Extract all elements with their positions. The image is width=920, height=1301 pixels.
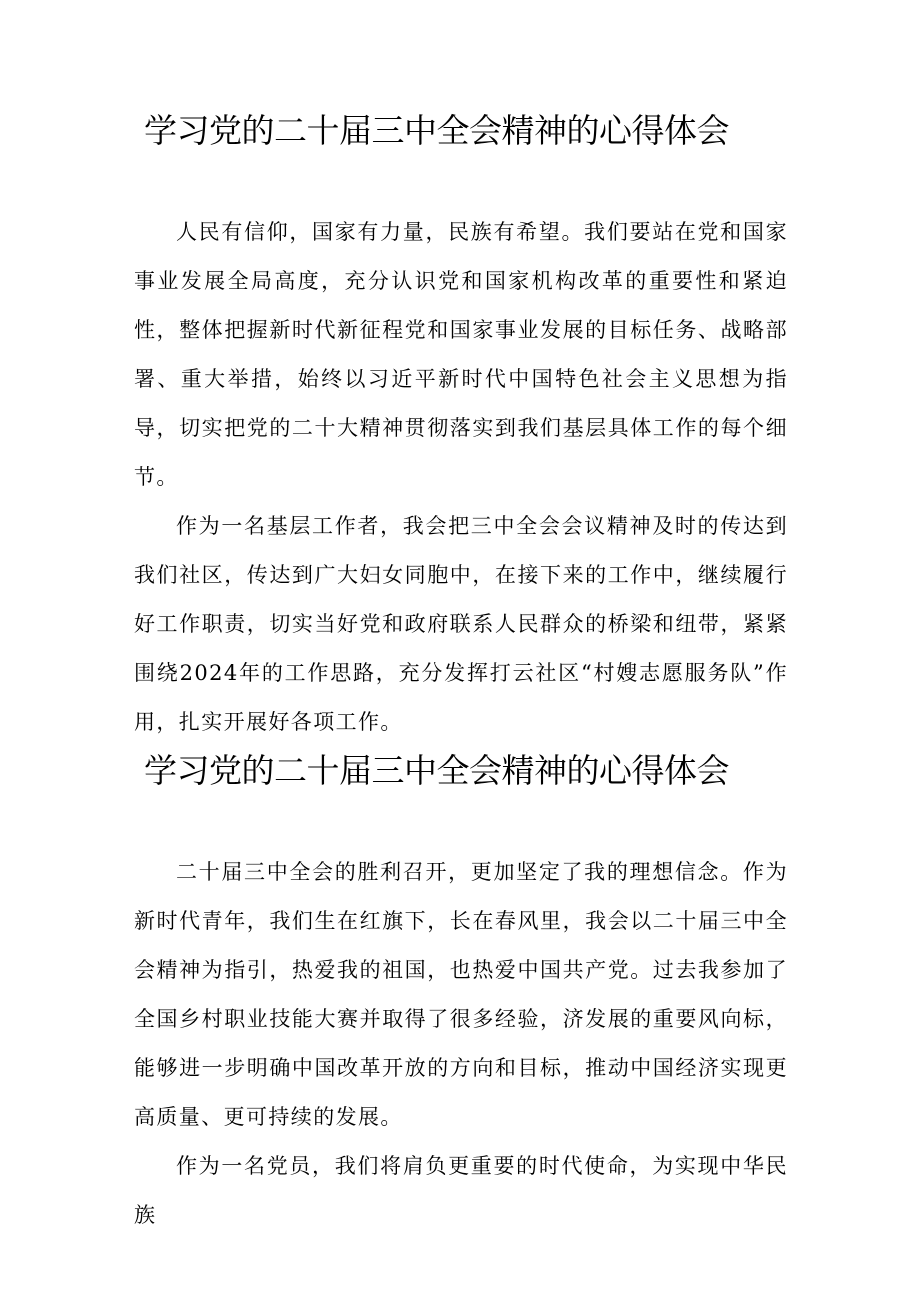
article-2-body — [134, 848, 788, 1240]
article-2-title: 学习党的二十届三中全会精神的心得体会 — [144, 751, 729, 790]
article-1-paragraph-2: 作为一名基层工作者，我会把三中全会会议精神及时的传达到我们社区，传达到广大妇女同胞中，在接下来的工作中，继续履行好工作职责，切实当好党和政府联系人民群众的桥梁和纽带，紧紧围绕2024年的工作思路，充分发挥打云社区“村嫂志愿服务队”作用，扎实开展好各项工作。 — [134, 514, 788, 734]
article-2-paragraph-1: 二十届三中全会的胜利召开，更加坚定了我的理想信念。作为新时代青年，我们生在红旗下，长在春风里，我会以二十届三中全会精神为指引，热爱我的祖国，也热爱中国共产党。过去我参加了全国乡村职业技能大赛并取得了很多经验，济发展的重要风向标，能够进一步明确中国改革开放的方向和目标，推动中国经济实现更高质量、更可持续的发展。 — [134, 860, 788, 1129]
article-1-body — [134, 208, 788, 747]
article-1-paragraph-1: 人民有信仰，国家有力量，民族有希望。我们要站在党和国家事业发展全局高度，充分认识党和国家机构改革的重要性和紧迫性，整体把握新时代新征程党和国家事业发展的目标任务、战略部署、重大举措，始终以习近平新时代中国特色社会主义思想为指导，切实把党的二十大精神贯彻落实到我们基层具体工作的每个细节。 — [134, 220, 788, 489]
article-2-paragraph-2: 作为一名党员，我们将肩负更重要的时代使命，为实现中华民族 — [134, 1154, 788, 1227]
article-1-title: 学习党的二十届三中全会精神的心得体会 — [144, 111, 729, 150]
